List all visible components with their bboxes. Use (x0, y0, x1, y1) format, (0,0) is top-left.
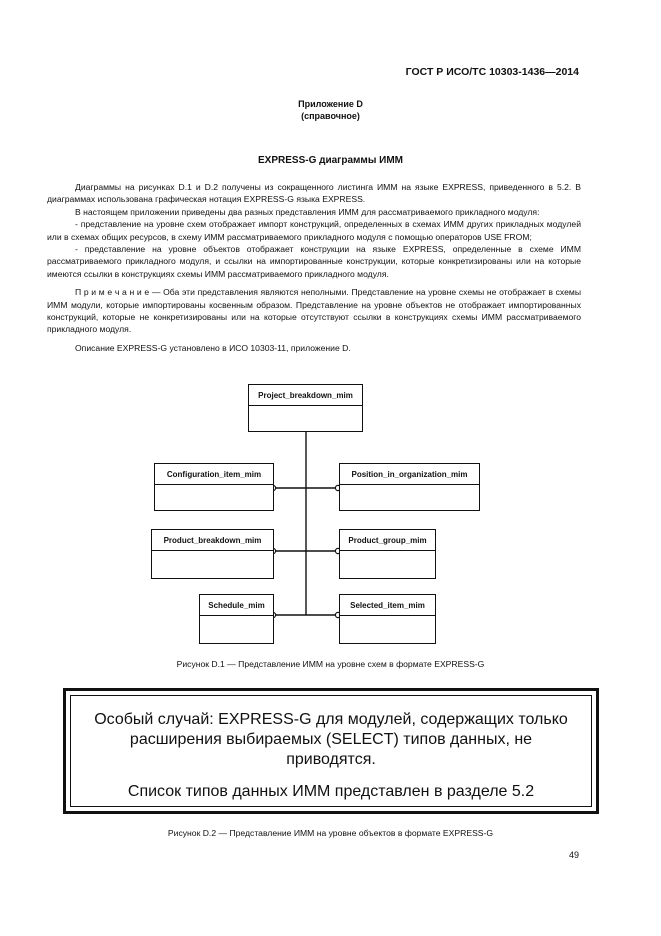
special-case-inner-frame (70, 695, 592, 807)
schema-box-left-1 (154, 463, 274, 511)
appendix-title: Приложение D (298, 99, 363, 109)
special-case-box (63, 688, 599, 814)
paragraph: В настоящем приложении приведены два разных представления ИММ для рассматриваемого прикладного модуля: (75, 206, 540, 217)
schema-box-right-1 (339, 463, 480, 511)
paragraph: - представление на уровне объектов отображает конструкции на языке EXPRESS, определенные в схеме ИММ рассматриваемого прикладного модуля, и ссылки на импортированные конструкции, которые конкретизированы или на которые имеются ссылки в конструкциях схемы ИММ рассматриваемого прикладного модуля. (47, 244, 581, 279)
figure-caption-d1: Рисунок D.1 — Представление ИММ на уровне схем в формате EXPRESS-G (176, 659, 485, 669)
figure-caption-d2: Рисунок D.2 — Представление ИММ на уровне объектов в формате EXPRESS-G (167, 828, 494, 838)
paragraph: Описание EXPRESS-G установлено в ИСО 10303-11, приложение D. (75, 342, 351, 353)
schema-box-left-3 (199, 594, 274, 644)
schema-label: Product_group_mim (340, 530, 435, 551)
section-title: EXPRESS-G диаграммы ИММ (258, 155, 403, 166)
schema-box-left-2 (151, 529, 274, 579)
schema-label: Position_in_organization_mim (340, 464, 479, 485)
page-number: 49 (568, 850, 579, 860)
schema-label: Configuration_item_mim (155, 464, 273, 485)
schema-box-top (248, 384, 363, 432)
schema-box-right-2 (339, 529, 436, 579)
paragraph: - представление на уровне схем отображает импорт конструкций, определенных в схемах ИММ других прикладных модулей или в схемах общих ресурсов, в схему ИММ рассматриваемого прикладного модуля с помощью операторов USE FROM; (47, 219, 581, 242)
schema-label: Selected_item_mim (340, 595, 435, 616)
note-label: П р и м е ч а н и е (75, 287, 150, 298)
appendix-subtitle: (справочное) (301, 111, 360, 121)
document-header: ГОСТ Р ИСО/ТС 10303-1436—2014 (405, 66, 579, 78)
special-case-line-1: Особый случай: EXPRESS-G для модулей, содержащих только расширения выбираемых (SELECT) типов данных, не приводятся. (94, 711, 568, 768)
schema-label: Schedule_mim (200, 595, 273, 616)
special-case-line-2: Список типов данных ИММ представлен в разделе 5.2 (127, 783, 535, 800)
schema-label: Product_breakdown_mim (152, 530, 273, 551)
schema-box-right-3 (339, 594, 436, 644)
paragraph: Диаграммы на рисунках D.1 и D.2 получены из сокращенного листинга ИММ на языке EXPRESS, приведенного в 5.2. В диаграммах использована графическая нотация EXPRESS-G языка EXPRESS. (47, 182, 581, 205)
schema-label: Project_breakdown_mim (249, 385, 362, 406)
note-text: — Оба эти представления являются неполными. Представление на уровне схемы не отображает в схемы ИММ модули, которые импортированы косвенным образом. Представление на уровне объектов не отображает импортированных конструкций, которые не конкретизированы или на которые отсутствуют ссылки в конструкциях схемы ИММ рассматриваемого прикладного модуля. (47, 287, 581, 335)
